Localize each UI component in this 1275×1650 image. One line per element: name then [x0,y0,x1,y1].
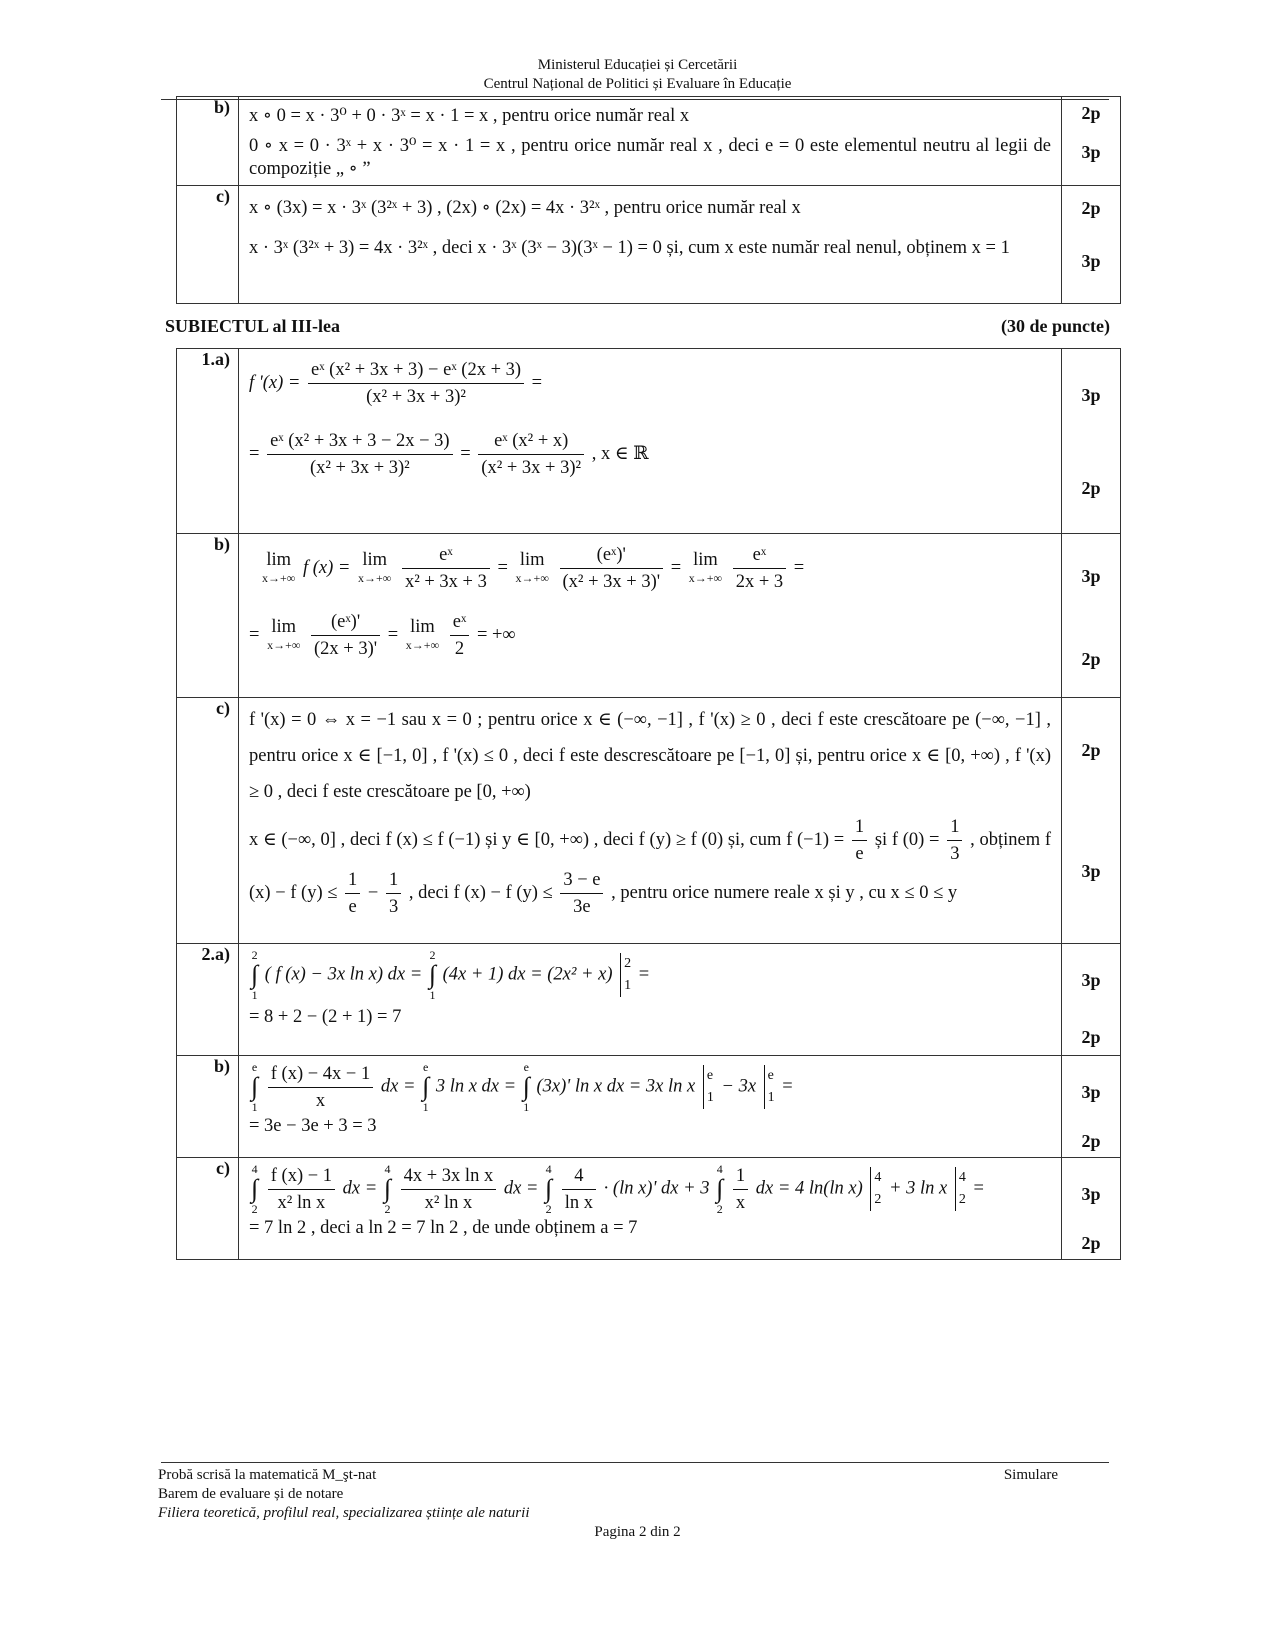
limit-word: lim [271,616,297,637]
item-content [239,944,1062,1056]
numerator: eˣ (x² + 3x + 3) − eˣ (2x + 3) [308,357,524,384]
numerator: f (x) − 4x − 1 [268,1061,373,1088]
solution-line: 0 ∘ x = 0 · 3ˣ + x · 3⁰ = x · 1 = x , pentru orice număr real x , deci e = 0 este elementul neutru al legii de compoziție „ ∘ ” [249,136,1051,179]
fraction [560,867,603,920]
math-text: dx = 4 ln(ln x) [755,1178,863,1199]
integral [384,1162,391,1216]
points-cell [1062,698,1121,944]
limit-word: lim [362,549,387,570]
subiect2-table [176,96,1121,304]
limit-word: lim [410,616,435,637]
solution-line: = 8 + 2 − (2 + 1) = 7 [249,1007,402,1027]
limit [406,618,439,654]
points: 3p [1081,385,1101,405]
item-content [239,534,1062,698]
math-text: f (x) = [302,557,351,578]
fraction [386,867,401,920]
solution-line [249,1060,1051,1114]
integral-lower: 1 [251,988,258,1002]
item-label: 1.a) [177,349,239,534]
integral [429,948,436,1002]
points-cell [1062,186,1121,304]
fraction [947,814,962,867]
item-content [239,698,1062,944]
limit-sub: x→+∞ [515,570,549,585]
math-text: f '(x) = [249,372,301,393]
points: 2p [1081,649,1101,669]
denominator: x² ln x [277,1192,326,1213]
points: 2p [1081,1233,1101,1253]
item-content [239,349,1062,534]
fraction [733,542,786,595]
limit-word: lim [266,549,291,570]
integral-upper: 4 [716,1162,723,1176]
limit [516,551,549,587]
integral-lower: 1 [523,1100,530,1114]
points: 3p [1081,861,1101,881]
denominator: x² + 3x + 3 [404,572,487,592]
eval-lower: 1 [624,978,632,993]
numerator: 3 − e [560,867,603,894]
evaluation-bar [870,1167,881,1211]
solution-line: = lim x→+∞ $\frac{\text{(eˣ)'}}{(2x + 3)'}$ = lim x→+∞ $\frac{\text{eˣ}}{2}$ = +∞ [249,595,1051,662]
table-row [177,944,1121,1056]
solution-line [249,1162,1051,1216]
item-content [239,97,1062,186]
numerator: eˣ [450,609,470,636]
limit-sub: x→+∞ [405,637,440,652]
math-text: și [874,829,888,850]
numerator: 4x + 3x ln x [401,1163,497,1190]
integral [251,948,258,1002]
points: 3p [1081,970,1101,990]
integral-sign-icon: ∫ [251,960,259,989]
header-ministry: Ministerul Educației și Cercetării [537,57,738,73]
math-text: = [638,964,650,985]
eval-lower: 2 [958,1192,966,1207]
fraction [267,428,453,481]
footer-session: Simulare [1003,1467,1058,1483]
points: 2p [1081,478,1101,498]
numerator: (eˣ)' [560,542,664,569]
solution-line: f '(x) = 0 ⇔ x = −1 sau x = 0 ; pentru orice x ∈ (−∞, −1] , f '(x) ≥ 0 , deci f este crescătoare pe (−∞, −1] , pentru orice x ∈ [−1, 0] , f '(x) ≤ 0 , deci f este descrescătoare pe [−1, 0] și, pentru orice x ∈ [0, +∞) , f '(x) ≥ 0 , deci f este crescătoare pe [0, +∞) [249,710,1051,802]
fraction [308,357,524,410]
integral-lower: 1 [422,1100,429,1114]
denominator: (2x + 3)' [314,639,378,659]
denominator: (x² + 3x + 3)² [309,458,410,478]
limit-word: lim [519,549,545,570]
math-text: , deci f (x) − f (y) ≤ [408,882,553,903]
integral-upper: e [251,1060,258,1074]
points: 2p [1081,103,1101,123]
solution-line: = 3e − 3e + 3 = 3 [249,1116,377,1136]
points-cell [1062,1056,1121,1158]
denominator: 2 [454,639,465,659]
page-number: Pagina 2 din 2 [594,1524,681,1540]
fraction [560,542,664,595]
points: 2p [1081,198,1101,218]
limit-sub: x→+∞ [267,637,301,652]
numerator: 1 [386,867,401,894]
eval-upper: 2 [624,956,632,971]
integral-sign-icon: ∫ [383,1174,391,1203]
math-text: f (0) = [891,829,940,850]
integral-lower: 1 [251,1100,258,1114]
points-cell [1062,97,1121,186]
eval-lower: 1 [706,1090,714,1105]
integral [422,1060,429,1114]
points: 3p [1081,1184,1101,1204]
item-label: b) [177,97,239,186]
integral-upper: 2 [251,948,258,962]
points: 3p [1081,566,1101,586]
numerator: eˣ [733,542,786,569]
numerator: eˣ (x² + 3x + 3 − 2x − 3) [267,428,453,455]
solution-line [249,948,1051,1002]
numerator: 1 [852,814,867,841]
math-text: = [782,1076,793,1097]
fraction [268,1061,373,1114]
numerator: (eˣ)' [311,609,380,636]
table-row [177,186,1121,304]
solution-line: x ∘ 0 = x · 3⁰ + 0 · 3ˣ = x · 1 = x , pentru orice număr real x [249,106,690,126]
points-cell [1062,1158,1121,1260]
fraction [478,428,584,481]
header-center: Centrul Național de Politici și Evaluare în Educație [483,76,792,92]
denominator: ln x [564,1192,594,1213]
math-text: − [367,882,379,903]
integral-upper: 4 [251,1162,258,1176]
denominator: x [315,1090,326,1111]
integral-upper: e [422,1060,429,1074]
section-title [165,316,1110,337]
math-text: , obținem f (x) − f (y) ≤ [249,829,1052,903]
math-text: = [973,1178,984,1199]
evaluation-bar [620,953,631,997]
fraction [401,1163,497,1216]
points: 2p [1081,1131,1101,1151]
section-points: (30 de puncte) [1001,316,1110,336]
fraction [562,1163,596,1216]
points-cell [1062,349,1121,534]
fraction [402,542,490,595]
numerator: 1 [345,867,360,894]
integral-lower: 2 [716,1202,723,1216]
solution-line: lim x→+∞ f (x) = lim x→+∞ $\frac{\text{eˣ}}{\text{x² + 3x + 3}}$ = lim x→+∞ $\frac{\text{(eˣ)'}}{\text{(x² + 3x + 3)'}}$ = lim x→+∞ $\frac{\text{eˣ}}{2x + 3}$ = [249,538,1051,595]
eval-lower: 1 [767,1090,775,1105]
integral-sign-icon: ∫ [522,1072,530,1101]
integral-lower: 2 [251,1202,258,1216]
math-text: dx = [380,1076,416,1097]
item-content [239,186,1062,304]
integral-upper: 4 [545,1162,552,1176]
limit [267,618,300,654]
item-content [239,1056,1062,1158]
eval-upper: e [706,1068,714,1083]
limit [689,551,722,587]
item-label: b) [177,534,239,698]
denominator: x [735,1192,746,1213]
integral-lower: 2 [545,1202,552,1216]
numerator: 1 [733,1163,748,1190]
table-row [177,349,1121,534]
denominator: e [855,844,864,864]
integral [545,1162,552,1216]
points: 3p [1081,142,1101,162]
integral-sign-icon: ∫ [251,1072,259,1101]
math-text: 3 ln x dx = [435,1076,517,1097]
item-content [239,1158,1062,1260]
denominator: 2x + 3 [735,572,784,592]
footer-barem: Barem de evaluare și de notare [158,1486,344,1502]
integral [251,1162,258,1216]
eval-upper: e [767,1068,774,1083]
fraction [268,1163,335,1216]
fraction [345,867,360,920]
math-text: + 3 ln x [889,1178,948,1199]
item-label: b) [177,1056,239,1158]
solution-line [249,414,1051,483]
math-text: (4x + 1) dx = (2x² + x) [442,964,613,985]
table-row [177,1158,1121,1260]
denominator: (x² + 3x + 3)² [481,458,582,478]
math-text: − 3x [721,1076,757,1097]
evaluation-bar [764,1065,775,1109]
integral-upper: 2 [429,948,436,962]
solution-line: x ∘ (3x) = x · 3ˣ (3²ˣ + 3) , (2x) ∘ (2x) = 4x · 3²ˣ , pentru orice număr real x [249,198,801,218]
footer-exam: Probă scrisă la matematică M_şt-nat [158,1467,377,1483]
integral-sign-icon: ∫ [251,1174,259,1203]
item-label: c) [177,186,239,304]
solution-line: = 7 ln 2 , deci a ln 2 = 7 ln 2 , de unde obținem a = 7 [249,1218,638,1238]
numerator: eˣ (x² + x) [478,428,584,455]
page-footer [158,1466,1058,1523]
math-text: · (ln x)' dx + 3 [603,1178,710,1199]
math-text: = +∞ [476,624,516,645]
numerator: 1 [947,814,962,841]
numerator: 4 [562,1163,596,1190]
points: 3p [1081,1082,1101,1102]
footer-specialization: Filiera teoretică, profilul real, specializarea științe ale naturii [158,1505,530,1521]
denominator: 3 [950,844,960,864]
eval-lower: 2 [874,1192,882,1207]
integral-upper: 4 [384,1162,391,1176]
limit [262,551,295,587]
integral [523,1060,530,1114]
solution-line [249,353,1051,414]
denominator: x² ln x [424,1192,473,1213]
numerator: f (x) − 1 [268,1163,335,1190]
evaluation-bar [703,1065,714,1109]
math-text: ( f (x) − 3x ln x) dx = [264,964,423,985]
limit-sub: x→+∞ [357,570,392,585]
denominator: 3 [388,897,399,917]
table-row [177,1056,1121,1158]
item-label: c) [177,1158,239,1260]
fraction [311,609,380,662]
denominator: 3e [573,897,591,917]
fraction [733,1163,748,1216]
integral-sign-icon: ∫ [428,960,436,989]
points-cell [1062,944,1121,1056]
integral-sign-icon: ∫ [545,1174,553,1203]
integral-sign-icon: ∫ [422,1072,430,1101]
limit-sub: x→+∞ [688,570,723,585]
points: 2p [1081,1027,1101,1047]
integral-upper: e [523,1060,529,1074]
integral-sign-icon: ∫ [716,1174,724,1203]
denominator: (x² + 3x + 3)' [562,572,661,592]
integral [251,1060,258,1114]
math-text: = [249,443,260,464]
table-row [177,97,1121,186]
item-label: c) [177,698,239,944]
fraction [450,609,470,662]
math-text: dx = [503,1178,539,1199]
subiect3-table [176,348,1121,1260]
integral [716,1162,723,1216]
item-label: 2.a) [177,944,239,1056]
footer-rule [161,1462,1109,1463]
points-cell [1062,534,1121,698]
eval-upper: 4 [874,1170,882,1185]
numerator: eˣ [402,542,490,569]
math-text: (3x)' ln x dx = 3x ln x [536,1076,696,1097]
eval-upper: 4 [958,1170,966,1185]
page-header [0,56,1275,94]
math-text: = [531,372,543,393]
integral-lower: 1 [429,988,436,1002]
math-text: = [460,443,471,464]
table-row [177,534,1121,698]
evaluation-bar [955,1167,966,1211]
points: 3p [1081,251,1101,271]
solution-line: x · 3ˣ (3²ˣ + 3) = 4x · 3²ˣ , deci x · 3ˣ (3ˣ − 3)(3ˣ − 1) = 0 și, cum x este număr real nenul, obținem x = 1 [249,238,1010,258]
limit [358,551,391,587]
limit-sub: x→+∞ [262,570,296,585]
denominator: (x² + 3x + 3)² [366,387,466,407]
integral-lower: 2 [384,1202,391,1216]
section-name: SUBIECTUL al III-lea [165,316,341,336]
denominator: e [348,897,357,917]
math-text: , x ∈ ℝ [591,443,649,464]
points: 2p [1081,740,1101,760]
math-text: , pentru orice numere reale x și y , cu x ≤ 0 ≤ y [611,882,958,903]
math-text: dx = [342,1178,378,1199]
fraction [852,814,867,867]
limit-word: lim [693,549,718,570]
table-row [177,698,1121,944]
math-text: x ∈ (−∞, 0] , deci f (x) ≤ f (−1) și y ∈ [0, +∞) , deci f (y) ≥ f (0) și, cum f (−1) = [249,829,845,850]
solution-line [249,810,1051,920]
